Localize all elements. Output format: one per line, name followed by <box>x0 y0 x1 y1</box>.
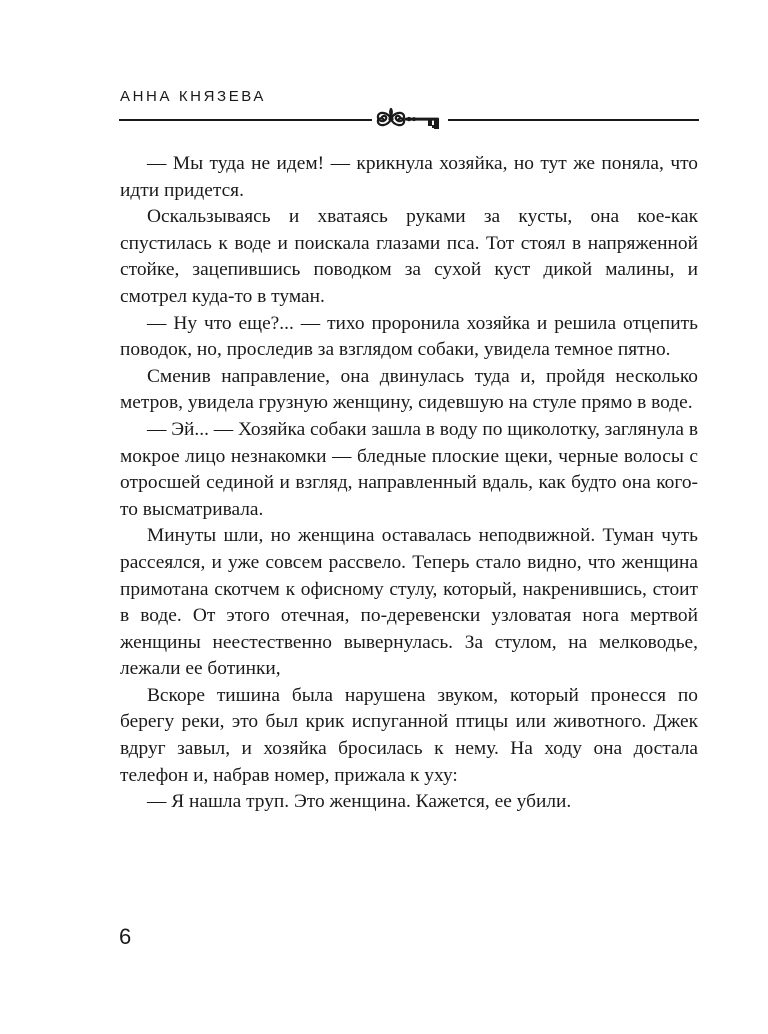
paragraph: — Ну что еще?... — тихо проронила хозяйка и решила отцепить поводок, но, проследив за взглядом собаки, увидела темное пятно. <box>120 312 698 361</box>
paragraph: Оскальзываясь и хватаясь руками за кусты, она кое-как спустилась к воде и поискала глазами пса. Тот стоял в напряженной стойке, зацепившись поводком за сухой куст дикой малины, и смотрел куда-то в туман. <box>120 206 698 307</box>
paragraph: — Эй... — Хозяйка собаки зашла в воду по щиколотку, заглянула в мокрое лицо незнакомки — бледные плоские щеки, черные волосы с отросшей сединой и взгляд, направленный вдаль, как будто она кого-то высматривала. <box>120 418 699 520</box>
paragraph: Вскоре тишина была нарушена звуком, который пронесся по берегу реки, это был крик испуганной птицы или животного. Джек вдруг завыл, и хозяйка бросилась к нему. На ходу она достала телефон и, набрав номер, прижала к уху: <box>120 684 698 786</box>
paragraph: — Я нашла труп. Это женщина. Кажется, ее убили. <box>147 791 572 813</box>
running-header-author: АННА КНЯЗЕВА <box>120 88 267 105</box>
body-text <box>120 151 698 816</box>
paragraph: — Мы туда не идем! — крикнула хозяйка, но тут же поняла, что идти придется. <box>120 153 698 201</box>
paragraph: Минуты шли, но женщина оставалась неподвижной. Туман чуть рассеялся, и уже совсем рассвело. Теперь стало видно, что женщина примотана скотчем к офисному стулу, который, накренившись, стоит в воде. От этого отечная, по-деревенски узловатая нога мертвой женщины неестественно вывернулась. За стулом, на мелководье, лежали ее ботинки, <box>120 525 698 680</box>
paragraph: Сменив направление, она двинулась туда и, пройдя несколько метров, увидела грузную женщину, сидевшую на стуле прямо в воде. <box>120 365 698 414</box>
key-icon <box>372 103 448 131</box>
page-number: 6 <box>119 924 132 949</box>
